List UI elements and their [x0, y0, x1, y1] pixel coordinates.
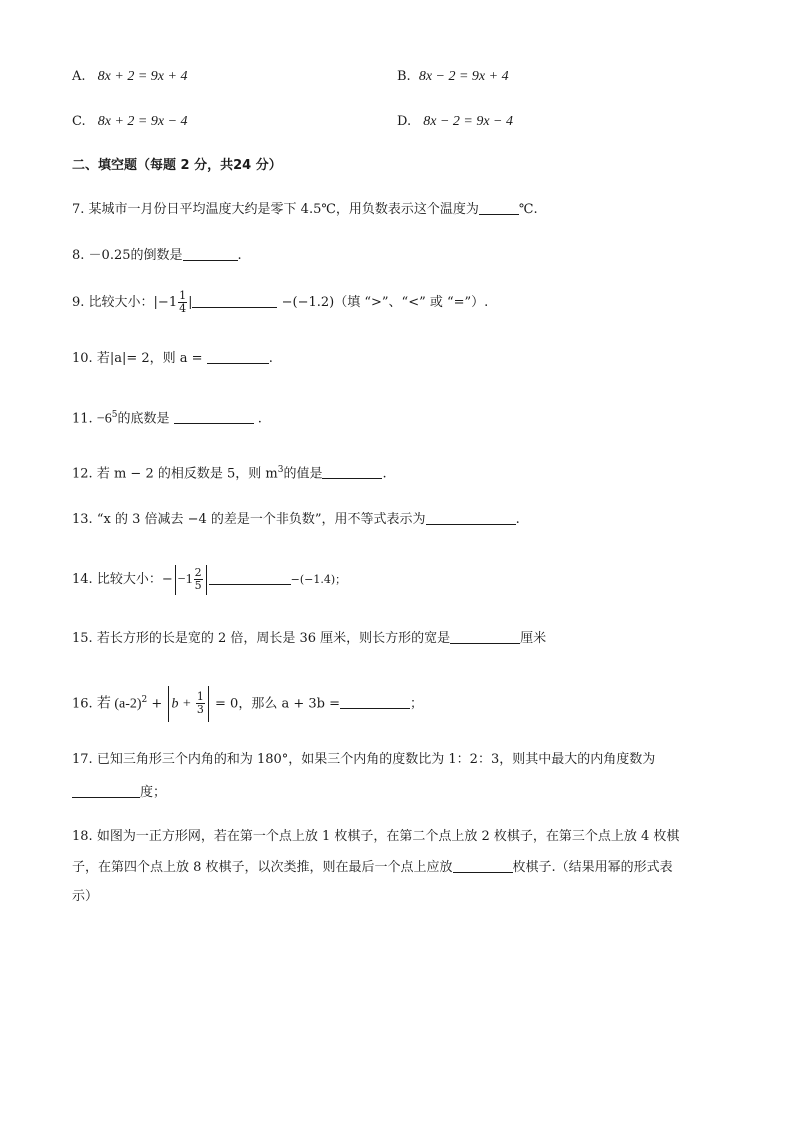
question-13 [72, 510, 520, 530]
q12-exponent: 3 [277, 465, 284, 475]
q16-exponent: 2 [141, 695, 148, 705]
option-d-expr: 8x − 2 = 9x − 4 [423, 114, 514, 129]
q9-frac-num: 1 [179, 289, 187, 302]
q10-text: 若|a|= 2，则 a = [96, 351, 207, 366]
q12-number: 12. [72, 466, 93, 482]
q17-text: 已知三角形三个内角的和为 180°，如果三个内角的度数比为 1：2：3，则其中最大的内角度数为 [96, 752, 656, 767]
question-15 [72, 629, 546, 649]
option-d-label: D. [397, 114, 412, 129]
option-a [72, 67, 187, 87]
q16-frac-num: 1 [196, 690, 204, 704]
question-11 [72, 405, 262, 429]
question-12 [72, 460, 387, 484]
q9-abs-close: | [188, 295, 193, 310]
q18-line1: 如图为一正方形网，若在第一个点上放 1 枚棋子，在第二个点上放 2 枚棋子，在第三个点上放 4 枚棋 [96, 829, 680, 844]
q16-frac-den: 3 [196, 703, 204, 717]
q10-answer-blank[interactable] [207, 349, 269, 364]
q15-text: 若长方形的长是宽的 2 倍，周长是 36 厘米，则长方形的宽是 [96, 631, 451, 646]
option-c-expr: 8x + 2 = 9x − 4 [97, 114, 188, 129]
q7-answer-blank[interactable] [479, 200, 519, 215]
q13-number: 13. [72, 512, 93, 527]
q16-fraction [196, 691, 205, 716]
q14-abs-open [175, 565, 176, 595]
q14-frac-num: 2 [194, 566, 202, 579]
q9-right: −(−1.2)（填 “>”、“<” 或 “=”）. [281, 295, 489, 310]
q16-abs-close [208, 686, 209, 722]
option-a-expr: 8x + 2 = 9x + 4 [97, 69, 188, 84]
question-10 [72, 349, 273, 369]
q8-answer-blank[interactable] [183, 246, 238, 261]
question-17 [72, 750, 655, 770]
q15-answer-blank[interactable] [450, 629, 520, 644]
question-7 [72, 200, 538, 220]
q12-text: 的值是 [283, 466, 323, 482]
option-b-label: B. [397, 69, 411, 84]
q14-lead: 比较大小：− [96, 572, 173, 587]
q8-text: －0.25的倒数是 [88, 248, 183, 263]
option-b [397, 67, 509, 87]
q12-tail: . [382, 466, 387, 482]
q8-tail: . [237, 248, 242, 263]
q11-tail: . [257, 411, 262, 427]
q14-abs-close [206, 565, 207, 595]
q11-exponent: 5 [111, 410, 118, 420]
section-title: 二、填空题（每题 2 分，共24 分） [72, 158, 282, 173]
q16-abs-open [168, 686, 169, 722]
question-18-line2 [72, 858, 673, 878]
q8-number: 8. [72, 248, 85, 263]
question-18 [72, 827, 679, 847]
q14-answer-blank[interactable] [209, 570, 291, 585]
question-16 [72, 678, 423, 726]
q11-base: −6 [96, 411, 112, 427]
question-18-line3 [72, 887, 98, 907]
q14-whole: −1 [177, 572, 193, 587]
q16-plus: + [147, 696, 167, 712]
q17-answer-blank[interactable] [72, 783, 140, 798]
q18-number: 18. [72, 829, 93, 844]
q9-lead: 比较大小：|−1 [88, 295, 178, 310]
q13-text: “x 的 3 倍减去 −4 的差是一个非负数”，用不等式表示为 [96, 512, 426, 527]
question-8 [72, 246, 242, 266]
q7-number: 7. [72, 202, 85, 217]
q14-fraction [194, 567, 203, 592]
q17-number: 17. [72, 752, 93, 767]
q16-lead: 若 (a-2) [96, 696, 142, 712]
q18-answer-blank[interactable] [453, 858, 513, 873]
q18-line3: 示） [72, 889, 99, 904]
q16-tail: ； [410, 696, 424, 712]
q9-frac-den: 4 [179, 302, 187, 315]
q14-frac-den: 5 [194, 579, 202, 592]
q7-text: 某城市一月份日平均温度大约是零下 4.5℃，用负数表示这个温度为 [88, 202, 479, 217]
q13-answer-blank[interactable] [426, 510, 516, 525]
q11-text: 的底数是 [117, 411, 170, 427]
option-c [72, 112, 188, 132]
q14-number: 14. [72, 572, 93, 587]
q12-lead: 若 m − 2 的相反数是 5，则 m [96, 466, 278, 482]
q13-tail: . [515, 512, 520, 527]
q15-tail: 厘米 [520, 631, 547, 646]
q18-line2: 子，在第四个点上放 8 枚棋子，以次类推，则在最后一个点上应放 [72, 860, 453, 875]
q9-fraction [178, 290, 187, 315]
q11-answer-blank[interactable] [174, 409, 254, 424]
q17-tail: 度； [140, 785, 167, 800]
q12-answer-blank[interactable] [322, 464, 382, 479]
q10-number: 10. [72, 351, 93, 366]
q16-equation: = 0，那么 a + 3b = [215, 696, 340, 712]
q9-answer-blank[interactable] [192, 293, 277, 308]
q7-unit: ℃. [518, 202, 538, 217]
q9-number: 9. [72, 295, 85, 310]
option-c-label: C. [72, 114, 86, 129]
question-9 [72, 286, 488, 320]
q14-right: −(−1.4)； [290, 573, 347, 586]
q18-line2-tail: 枚棋子.（结果用幂的形式表 [512, 860, 673, 875]
question-14 [72, 560, 346, 600]
option-d [397, 112, 513, 132]
question-17-cont [72, 783, 166, 803]
option-b-expr: 8x − 2 = 9x + 4 [418, 69, 509, 84]
q16-answer-blank[interactable] [340, 694, 410, 709]
q15-number: 15. [72, 631, 93, 646]
q10-tail: . [268, 351, 273, 366]
option-a-label: A. [72, 69, 86, 84]
q16-number: 16. [72, 696, 93, 712]
q16-b: b + [171, 696, 195, 712]
q11-number: 11. [72, 411, 93, 427]
